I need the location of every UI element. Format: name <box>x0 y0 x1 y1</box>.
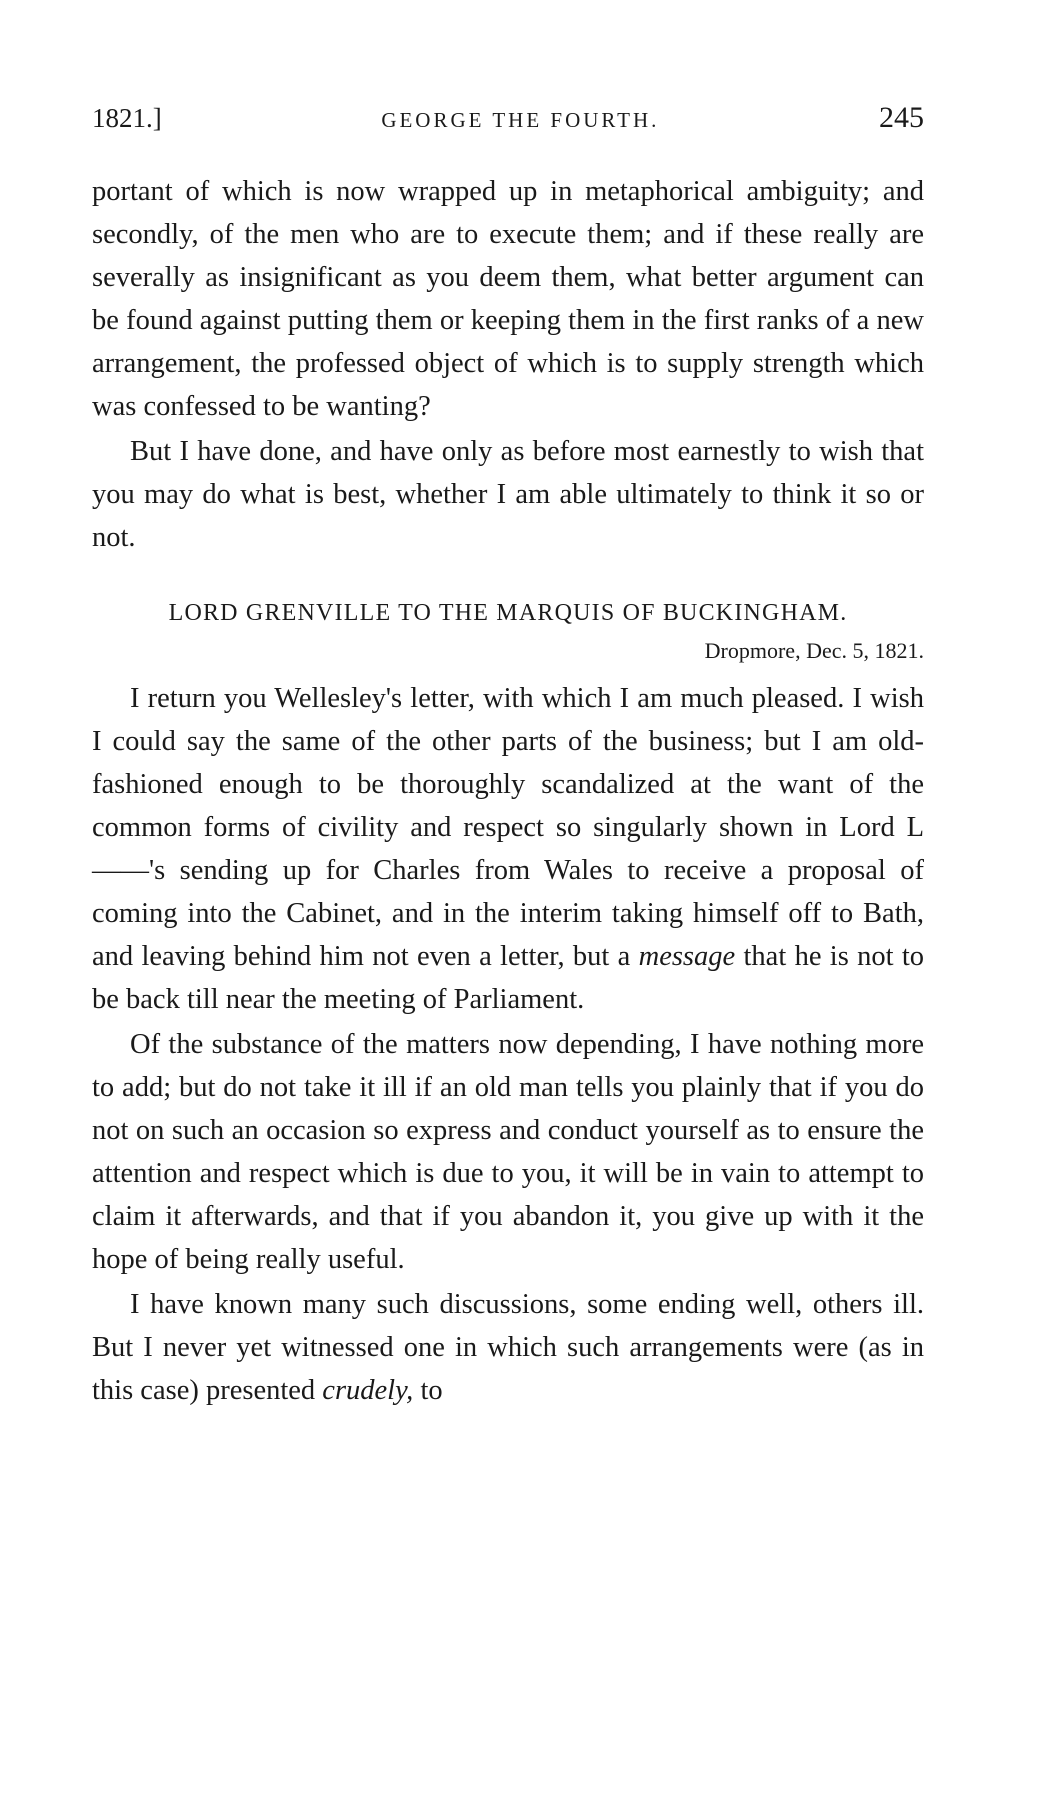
letter-paragraph-text-end: to <box>420 1375 443 1406</box>
italic-word-crudely: crudely, <box>322 1375 414 1406</box>
letter-heading: LORD GRENVILLE TO THE MARQUIS OF BUCKINGHAM. <box>168 600 848 626</box>
book-page <box>92 98 924 1412</box>
letter-paragraph <box>92 1283 924 1412</box>
running-head-year: 1821.] <box>92 103 162 133</box>
italic-word-message: message <box>638 941 736 972</box>
letter-paragraph-text: I have known many such discussions, some ending well, others ill. But I never yet witnessed one in which such arrangements were (as in this case) presented <box>92 1289 924 1406</box>
letter-paragraph-text: I return you Wellesley's letter, with which I am much pleased. I wish I could say the same of the other parts of the business; but I am old-fashioned enough to be thoroughly scandalized at the want of the common forms of civility and respect so singularly shown in Lord L——'s sending up for Charles from Wales to receive a proposal of coming into the Cabinet, and in the interim taking himself off to Bath, and leaving behind him not even a letter, but a <box>92 683 924 972</box>
letter-dateline: Dropmore, Dec. 5, 1821. <box>704 638 924 663</box>
running-head <box>92 98 924 140</box>
page-number: 245 <box>878 101 924 134</box>
letter-paragraph <box>92 677 924 1021</box>
letter-paragraph: Of the substance of the matters now depending, I have nothing more to add; but do not take it ill if an old man tells you plainly that if you do not on such an occasion so express and conduct yourself as to ensure the attention and respect which is due to you, it will be in vain to attempt to claim it afterwards, and that if you abandon it, you give up with it the hope of being really useful. <box>92 1029 924 1275</box>
letter-paragraph-text-end: that he is not to be back till near the meeting of Parliament. <box>92 941 925 1015</box>
paragraph-continued: portant of which is now wrapped up in metaphorical ambiguity; and secondly, of the men who are to execute them; and if these really are severally as insignificant as you deem them, what better argument can be found against putting them or keeping them in the first ranks of a new arrangement, the professed object of which is to supply strength which was confessed to be wanting? <box>92 176 924 422</box>
running-head-title: GEORGE THE FOURTH. <box>381 108 660 132</box>
paragraph-closing: But I have done, and have only as before most earnestly to wish that you may do what is best, whether I am able ultimately to think it so or not. <box>92 436 924 553</box>
